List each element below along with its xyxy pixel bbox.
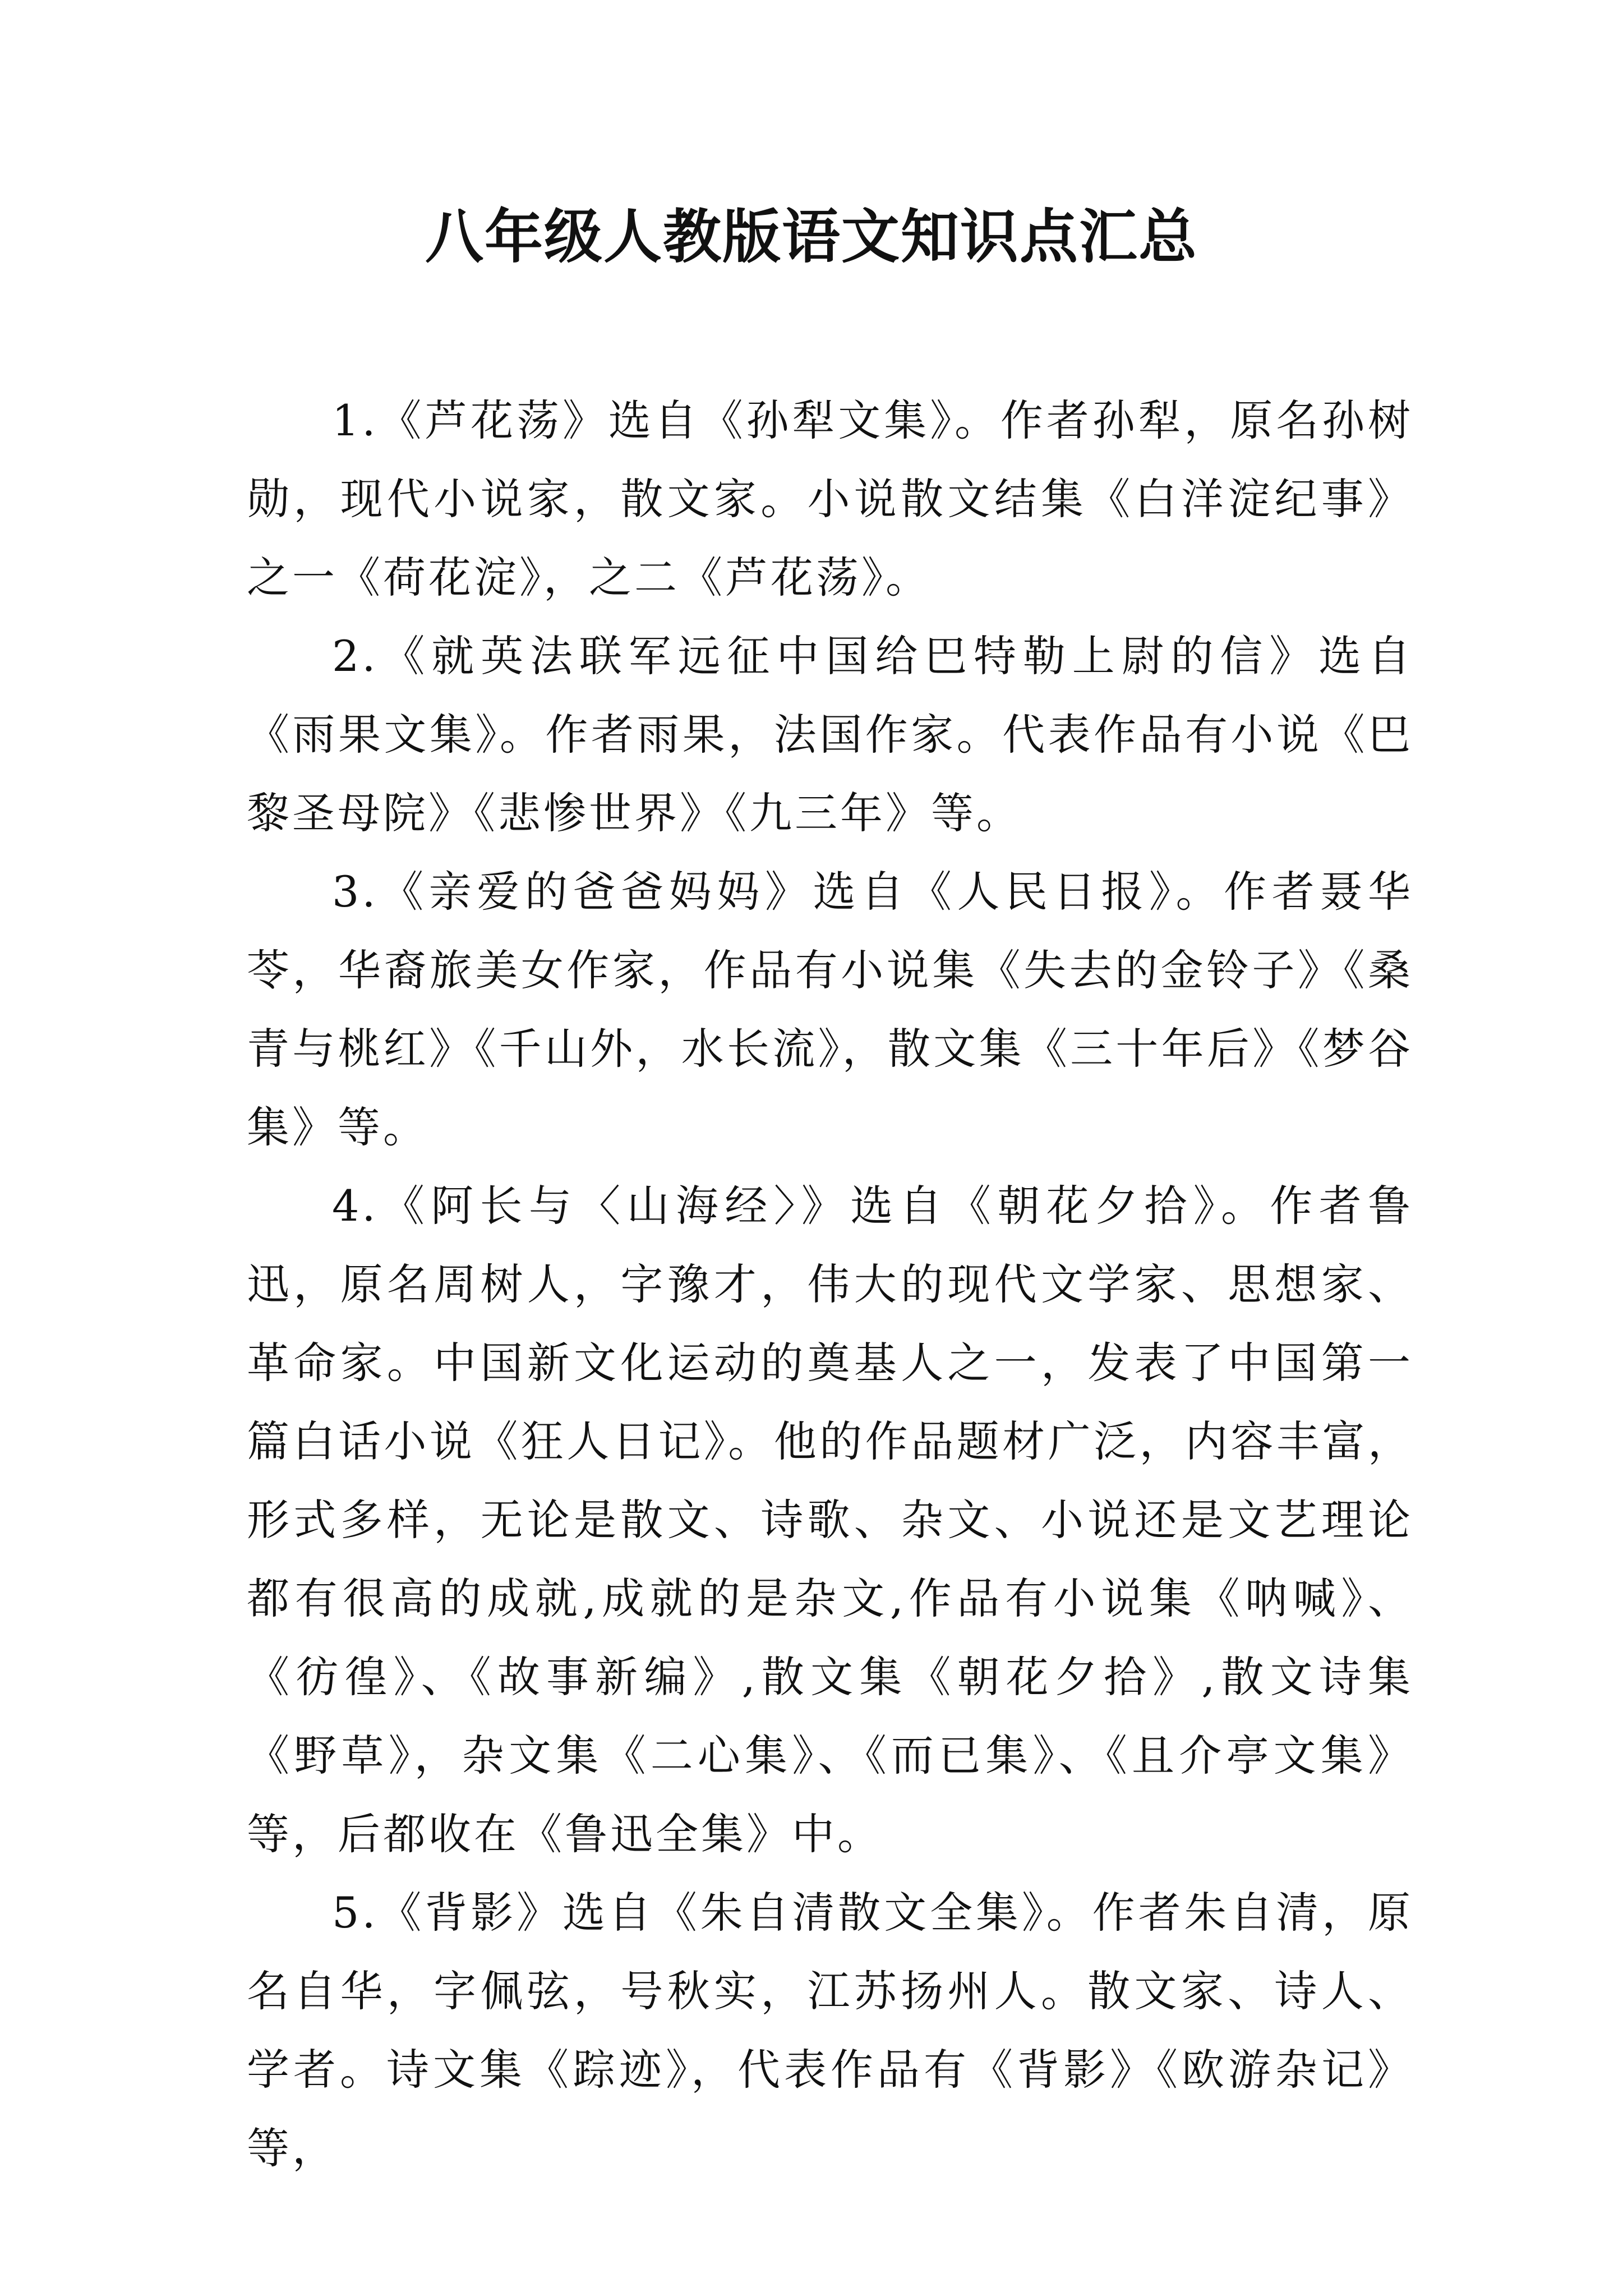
paragraph-1: 1.《芦花荡》选自《孙犁文集》。作者孙犁，原名孙树勋，现代小说家，散文家。小说散文结集《白洋淀纪事》之一《荷花淀》，之二《芦花荡》。	[247, 395, 1413, 602]
paragraph-2: 2.《就英法联军远征中国给巴特勒上尉的信》选自《雨果文集》。作者雨果，法国作家。代表作品有小说《巴黎圣母院》《悲惨世界》《九三年》等。	[247, 631, 1413, 838]
paragraph-3: 3.《亲爱的爸爸妈妈》选自《人民日报》。作者聂华苓，华裔旅美女作家，作品有小说集《失去的金铃子》《桑青与桃红》《千山外，水长流》，散文集《三十年后》《梦谷集》等。	[247, 867, 1413, 1152]
paragraph-4: 4.《阿长与〈山海经〉》选自《朝花夕拾》。作者鲁迅，原名周树人，字豫才，伟大的现代文学家、思想家、革命家。中国新文化运动的奠基人之一，发表了中国第一篇白话小说《狂人日记》。他的作品题材广泛，内容丰富，形式多样，无论是散文、诗歌、杂文、小说还是文艺理论都有很高的成就,成就的是杂文,作品有小说集《呐喊》、《彷徨》、《故事新编》,散文集《朝花夕拾》,散文诗集《野草》，杂文集《二心集》、《而已集》、《且介亭文集》等，后都收在《鲁迅全集》中。	[247, 1181, 1413, 1859]
paragraph-5: 5.《背影》选自《朱自清散文全集》。作者朱自清，原名自华，字佩弦，号秋实，江苏扬州人。散文家、诗人、学者。诗文集《踪迹》，代表作品有《背影》《欧游杂记》等，	[247, 1888, 1413, 2173]
document-body	[247, 381, 1413, 2188]
document-title: 八年级人教版语文知识点汇总	[425, 202, 1198, 271]
